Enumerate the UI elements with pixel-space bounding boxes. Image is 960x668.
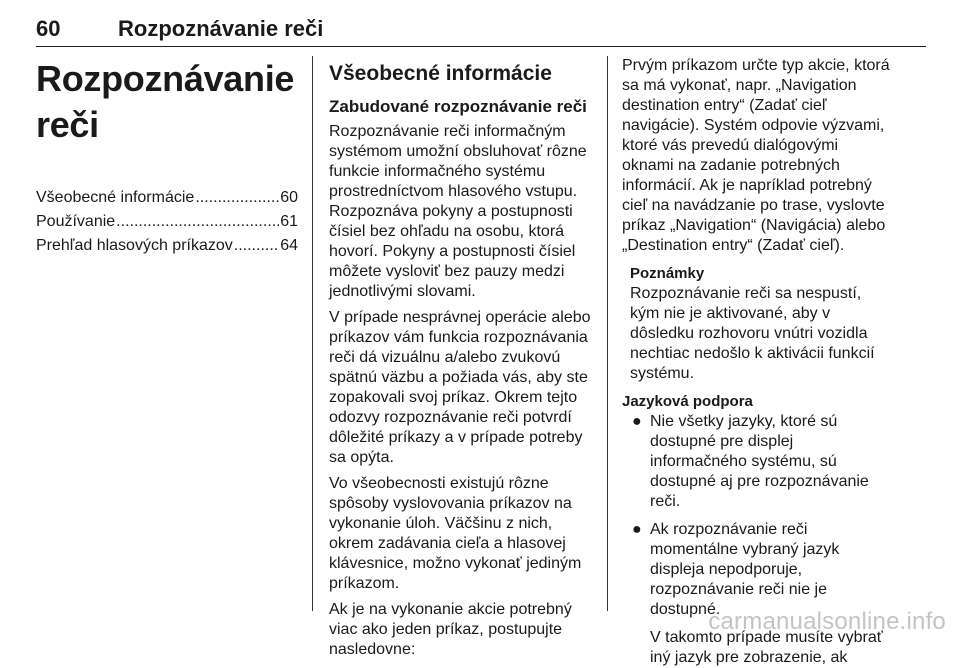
toc-item-page: 64 — [280, 237, 298, 254]
note-box — [630, 264, 892, 384]
subsection-title: Zabudované rozpoznávanie reči — [329, 97, 587, 116]
toc-item-label: Používanie — [36, 213, 116, 230]
list-item-text: Ak rozpoznávanie reči momentálne vybraný jazyk displeja nepodporuje, rozpoznávanie reči nie je dostupné. — [650, 521, 840, 618]
chapter-column — [36, 56, 298, 611]
body-paragraph: Vo všeobecnosti existujú rôzne spôsoby vyslovovania príkazov na vykonanie úloh. Väčšinu z nich, okrem zadávania cieľa a hlasovej klávesnice, možno vykonať jediným príkazom. — [329, 475, 582, 592]
page-number: 60 — [36, 16, 61, 41]
section-title: Všeobecné informácie — [329, 62, 552, 85]
list-item-continuation: V takomto prípade musíte vybrať iný jazyk pre zobrazenie, ak — [650, 629, 883, 666]
bullet-icon: ● — [632, 413, 642, 430]
body-paragraph: Rozpoznávanie reči informačným systémom umožní obsluhovať rôzne funkcie informačného systému prostredníctvom hlasového vstupu. Rozpoznáva pokyny a postupnosti čísiel bez ohľadu na osobu, ktorá hovorí. Pokyny a postupnosti čísiel môžete vysloviť bez pauzy medzi jednotlivými slovami. — [329, 123, 587, 300]
column-divider — [312, 56, 313, 611]
list-item-text: Nie všetky jazyky, ktoré sú dostupné pre displej informačného systému, sú dostupné aj pre rozpoznávanie reči. — [650, 413, 869, 510]
note-text: Rozpoznávanie reči sa nespustí, kým nie je aktivované, aby v dôsledku rozhovoru vnútri vozidla nechtiac nedošlo k aktivácii funkcií systému. — [630, 285, 875, 382]
language-support-heading: Jazyková podpora — [622, 393, 753, 410]
toc-leader — [234, 234, 279, 258]
bullet-icon: ● — [632, 521, 642, 538]
intro-paragraph: Prvým príkazom určte typ akcie, ktorá sa má vykonať, napr. „Navigation destination entry“ (Zadať cieľ navigácie). Systém odpovie výzvami, ktoré vás prevedú dialógovými oknami na zadanie potrebných informácií. Ak je napríklad potrebný cieľ na navádzanie po trase, vyslovte príkaz „Navigation“ (Navigácia) alebo „Destination entry“ (Zadať cieľ). — [622, 57, 890, 254]
toc-leader — [195, 186, 279, 210]
toc-leader — [116, 210, 279, 234]
page-header — [36, 12, 926, 47]
list-item — [622, 520, 892, 668]
table-of-contents — [36, 186, 298, 258]
toc-item-label: Prehľad hlasových príkazov — [36, 237, 233, 254]
toc-item-label: Všeobecné informácie — [36, 189, 195, 206]
column-divider — [607, 56, 608, 611]
header-title: Rozpoznávanie reči — [118, 16, 324, 41]
toc-item[interactable] — [36, 186, 298, 210]
toc-item[interactable] — [36, 210, 298, 234]
chapter-title: Rozpoznávanie reči — [36, 58, 295, 145]
toc-item[interactable] — [36, 234, 298, 258]
section-column — [329, 56, 594, 658]
body-paragraph: V prípade nesprávnej operácie alebo príkazov vám funkcia rozpoznávania reči dá vizuálnu a/alebo zvukovú spätnú väzbu a požiada vás, aby ste zopakovali svoj príkaz. Okrem tejto odozvy rozpoznávanie reči potvrdí dôležité príkazy a v prípade potreby sa opýta. — [329, 309, 591, 466]
watermark: carmanualsonline.info — [708, 608, 946, 635]
list-item — [622, 412, 892, 512]
toc-item-page: 60 — [280, 189, 298, 206]
note-title: Poznámky — [630, 265, 705, 282]
body-paragraph: Ak je na vykonanie akcie potrebný viac ako jeden príkaz, postupujte nasledovne: — [329, 601, 572, 658]
toc-item-page: 61 — [280, 213, 298, 230]
